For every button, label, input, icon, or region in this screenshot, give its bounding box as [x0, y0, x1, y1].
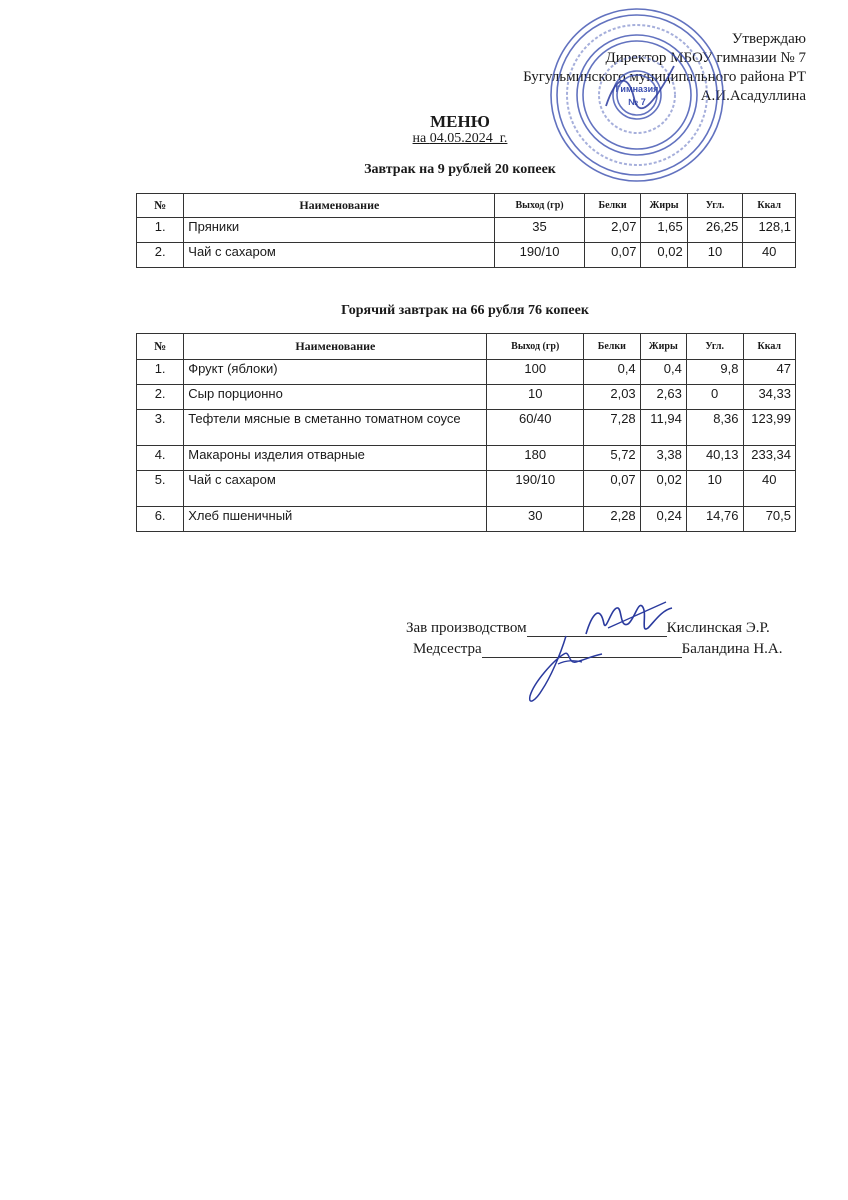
row-number: 6.	[137, 507, 184, 532]
hot-breakfast-table	[136, 333, 796, 532]
stamp-center-text: Гимназия	[615, 84, 659, 94]
fat-value: 11,94	[640, 410, 686, 446]
col-header-yield: Выход (гр)	[495, 194, 584, 218]
row-number: 1.	[137, 218, 184, 243]
row-number: 1.	[137, 360, 184, 385]
table-row	[137, 471, 796, 507]
row-number: 2.	[137, 243, 184, 268]
col-header-number: №	[137, 334, 184, 360]
yield-value: 100	[487, 360, 584, 385]
protein-value: 7,28	[584, 410, 641, 446]
breakfast-table	[136, 193, 796, 268]
table-row	[137, 385, 796, 410]
stamp-number: № 7	[628, 97, 646, 107]
col-header-name: Наименование	[184, 194, 495, 218]
col-header-carbs: Угл.	[687, 194, 743, 218]
row-number: 5.	[137, 471, 184, 507]
dish-name: Тефтели мясные в сметанно томатном соусе	[184, 410, 487, 446]
nurse-label: Медсестра	[413, 641, 482, 657]
yield-value: 10	[487, 385, 584, 410]
protein-value: 2,28	[584, 507, 641, 532]
breakfast-header-row	[137, 194, 796, 218]
table-row	[137, 243, 796, 268]
approval-line-2: Директор МБОУ гимназии № 7	[605, 50, 806, 66]
carbs-value: 10	[686, 471, 743, 507]
menu-title: МЕНЮ	[430, 112, 490, 131]
protein-value: 0,4	[584, 360, 641, 385]
col-header-fat: Жиры	[640, 334, 686, 360]
carbs-value: 8,36	[686, 410, 743, 446]
fat-value: 0,4	[640, 360, 686, 385]
dish-name: Чай с сахаром	[184, 243, 495, 268]
hot-breakfast-title: Горячий завтрак на 66 рубля 76 копеек	[341, 303, 589, 318]
col-header-name: Наименование	[184, 334, 487, 360]
table-row	[137, 446, 796, 471]
col-header-kcal: Ккал	[743, 194, 796, 218]
col-header-number: №	[137, 194, 184, 218]
fat-value: 0,02	[641, 243, 687, 268]
fat-value: 3,38	[640, 446, 686, 471]
carbs-value: 40,13	[686, 446, 743, 471]
carbs-value: 9,8	[686, 360, 743, 385]
protein-value: 0,07	[584, 471, 641, 507]
yield-value: 60/40	[487, 410, 584, 446]
production-label: Зав производством	[406, 620, 527, 636]
col-header-kcal: Ккал	[743, 334, 796, 360]
kcal-value: 123,99	[743, 410, 796, 446]
approval-line-4: А.И.Асадуллина	[700, 88, 806, 104]
yield-value: 190/10	[495, 243, 584, 268]
carbs-value: 26,25	[687, 218, 743, 243]
kcal-value: 40	[743, 243, 796, 268]
kcal-value: 70,5	[743, 507, 796, 532]
yield-value: 190/10	[487, 471, 584, 507]
protein-value: 0,07	[584, 243, 641, 268]
table-row	[137, 507, 796, 532]
row-number: 2.	[137, 385, 184, 410]
menu-date	[300, 131, 620, 147]
dish-name: Чай с сахаром	[184, 471, 487, 507]
kcal-value: 34,33	[743, 385, 796, 410]
fat-value: 0,24	[640, 507, 686, 532]
kcal-value: 128,1	[743, 218, 796, 243]
approval-line-3: Бугульминского муниципального района РТ	[523, 69, 806, 85]
carbs-value: 10	[687, 243, 743, 268]
row-number: 3.	[137, 410, 184, 446]
table-row	[137, 360, 796, 385]
fat-value: 0,02	[640, 471, 686, 507]
protein-value: 2,03	[584, 385, 641, 410]
fat-value: 1,65	[641, 218, 687, 243]
carbs-value: 0	[686, 385, 743, 410]
col-header-protein: Белки	[584, 334, 641, 360]
menu-date-prefix: на	[412, 131, 430, 146]
menu-date-value: 04.05.2024_г.	[429, 131, 508, 146]
handwritten-signature-nurse	[520, 630, 610, 710]
table-row	[137, 410, 796, 446]
protein-value: 2,07	[584, 218, 641, 243]
dish-name: Фрукт (яблоки)	[184, 360, 487, 385]
hot-breakfast-header-row	[137, 334, 796, 360]
official-stamp	[548, 6, 726, 184]
row-number: 4.	[137, 446, 184, 471]
col-header-carbs: Угл.	[686, 334, 743, 360]
protein-value: 5,72	[584, 446, 641, 471]
breakfast-title: Завтрак на 9 рублей 20 копеек	[364, 162, 556, 177]
yield-value: 35	[495, 218, 584, 243]
dish-name: Макароны изделия отварные	[184, 446, 487, 471]
col-header-fat: Жиры	[641, 194, 687, 218]
kcal-value: 40	[743, 471, 796, 507]
kcal-value: 47	[743, 360, 796, 385]
fat-value: 2,63	[640, 385, 686, 410]
nurse-name: Баландина Н.А.	[681, 641, 783, 657]
kcal-value: 233,34	[743, 446, 796, 471]
carbs-value: 14,76	[686, 507, 743, 532]
table-row	[137, 218, 796, 243]
dish-name: Пряники	[184, 218, 495, 243]
dish-name: Хлеб пшеничный	[184, 507, 487, 532]
col-header-protein: Белки	[584, 194, 641, 218]
dish-name: Сыр порционно	[184, 385, 487, 410]
yield-value: 180	[487, 446, 584, 471]
approval-line-1: Утверждаю	[731, 31, 806, 47]
col-header-yield: Выход (гр)	[487, 334, 584, 360]
yield-value: 30	[487, 507, 584, 532]
production-name: Кислинская Э.Р.	[666, 620, 770, 636]
